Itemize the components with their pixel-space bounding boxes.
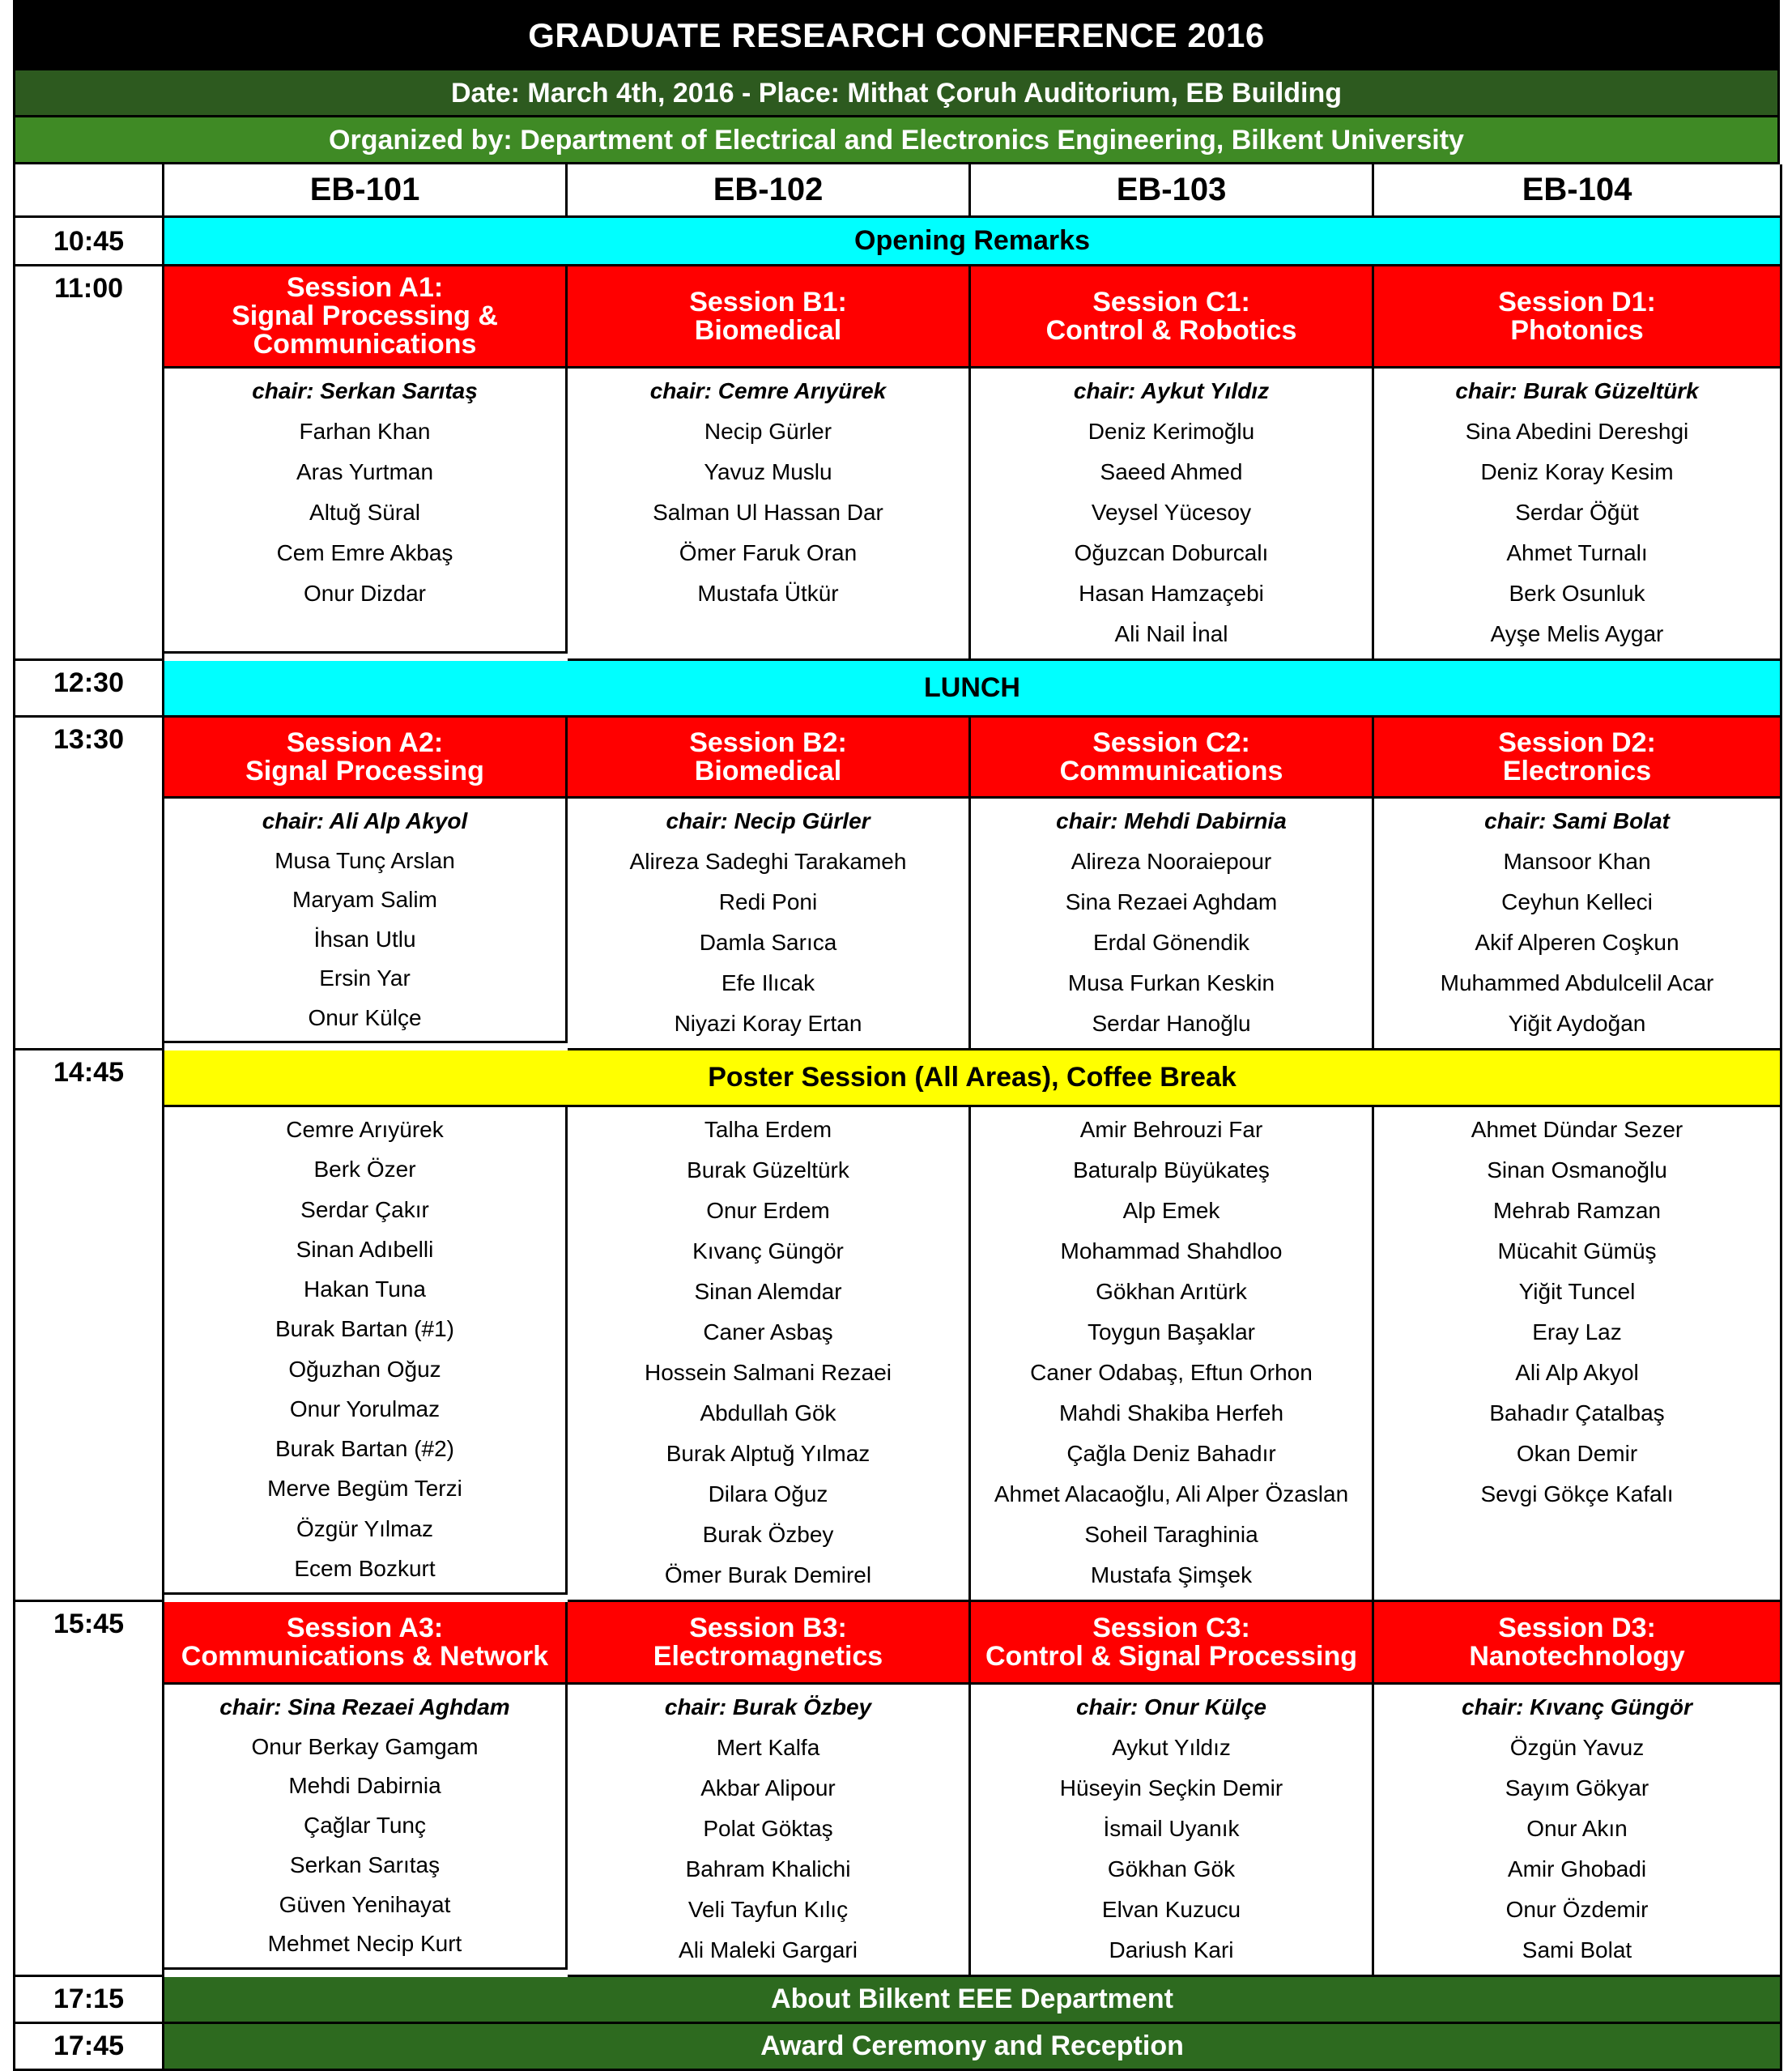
session-topic: Communications	[1059, 755, 1283, 786]
poster-presenter: Berk Özer	[313, 1157, 416, 1183]
poster-presenter: Caner Odabaş, Eftun Orhon	[1030, 1360, 1313, 1385]
session-c2-names	[971, 799, 1374, 1050]
corner-cell	[15, 164, 164, 218]
time-cell: 17:15	[15, 1977, 164, 2024]
poster-presenter: Yiğit Tuncel	[1518, 1279, 1636, 1304]
presenter-name: Altuğ Süral	[309, 500, 420, 525]
session-label: Session A3:	[286, 1612, 444, 1643]
poster-presenter: Sinan Alemdar	[694, 1279, 842, 1304]
poster-presenter: Cemre Arıyürek	[286, 1117, 444, 1142]
session-label: Session A2:	[286, 727, 444, 758]
session-b2-names	[568, 799, 971, 1050]
room-header: EB-102	[568, 164, 971, 218]
session-d3-header	[1374, 1602, 1782, 1685]
presenter-name: Saeed Ahmed	[1100, 459, 1243, 484]
poster-column	[164, 1107, 568, 1595]
session-label: Session C2:	[1092, 727, 1250, 758]
session-d1-names	[1374, 369, 1782, 661]
schedule-table	[13, 162, 1780, 2071]
session-c2-header	[971, 718, 1374, 799]
presenter-name: Akbar Alipour	[700, 1775, 836, 1800]
poster-presenter: Burak Güzeltürk	[687, 1157, 849, 1183]
poster-presenter: Ecem Bozkurt	[294, 1555, 436, 1581]
poster-presenter: Mehrab Ramzan	[1493, 1198, 1661, 1223]
presenter-name: Yavuz Muslu	[704, 459, 832, 484]
presenter-name: Gökhan Gök	[1107, 1856, 1236, 1881]
presenter-name: Serdar Hanoğlu	[1092, 1011, 1251, 1036]
presenter-name: Musa Tunç Arslan	[275, 847, 455, 873]
date-place-banner: Date: March 4th, 2016 - Place: Mithat Çoruh Auditorium, EB Building	[13, 68, 1780, 118]
session-topic: Signal Processing	[245, 755, 484, 786]
presenter-name: Erdal Gönendik	[1092, 930, 1249, 955]
session-label: Session C1:	[1092, 286, 1250, 317]
session-a3-names	[164, 1685, 568, 1970]
presenter-name: Çağlar Tunç	[304, 1813, 426, 1839]
presenter-name: Ömer Faruk Oran	[679, 540, 858, 565]
presenter-name: Onur Dizdar	[304, 581, 426, 606]
poster-presenter: Serdar Çakır	[300, 1196, 429, 1222]
presenter-name: Oğuzcan Doburcalı	[1074, 540, 1269, 565]
session-label: Session D3:	[1498, 1612, 1656, 1643]
session-chair: chair: Burak Özbey	[664, 1694, 872, 1719]
presenter-name: Ahmet Turnalı	[1506, 540, 1648, 565]
poster-presenter: Eray Laz	[1532, 1319, 1622, 1344]
time-cell: 12:30	[15, 661, 164, 718]
room-header: EB-104	[1374, 164, 1782, 218]
presenter-name: Onur Külçe	[308, 1004, 422, 1030]
session-label: Session D2:	[1498, 727, 1656, 758]
presenter-name: Mert Kalfa	[716, 1735, 820, 1760]
poster-presenter: Burak Alptuğ Yılmaz	[666, 1441, 870, 1466]
session-topic: Communications & Network	[181, 1640, 549, 1672]
presenter-name: Berk Osunluk	[1509, 581, 1645, 606]
presenter-name: Necip Gürler	[704, 419, 832, 444]
poster-presenter: Burak Bartan (#1)	[275, 1316, 454, 1342]
session-c3-header	[971, 1602, 1374, 1685]
session-chair: chair: Burak Güzeltürk	[1455, 378, 1699, 403]
award-ceremony: Award Ceremony and Reception	[164, 2024, 1782, 2071]
session-topic: Signal Processing &	[232, 300, 498, 331]
session-a3-header	[164, 1602, 568, 1685]
session-d3-names	[1374, 1685, 1782, 1977]
presenter-name: Ceyhun Kelleci	[1501, 889, 1653, 914]
session-b3-names	[568, 1685, 971, 1977]
lunch-break: LUNCH	[164, 661, 1782, 718]
presenter-name: Deniz Koray Kesim	[1480, 459, 1674, 484]
time-cell: 11:00	[15, 266, 164, 661]
poster-presenter: Sinan Adıbelli	[296, 1236, 434, 1262]
presenter-name: Maryam Salim	[292, 887, 437, 912]
poster-presenter: Onur Yorulmaz	[289, 1396, 441, 1421]
presenter-name: Onur Özdemir	[1505, 1897, 1649, 1922]
presenter-name: Aras Yurtman	[296, 459, 434, 484]
room-header: EB-101	[164, 164, 568, 218]
presenter-name: Serkan Sarıtaş	[289, 1852, 441, 1877]
presenter-name: Cem Emre Akbaş	[276, 540, 453, 565]
presenter-name: Sami Bolat	[1522, 1937, 1632, 1962]
poster-presenter: Merve Begüm Terzi	[267, 1476, 462, 1502]
conference-title: GRADUATE RESEARCH CONFERENCE 2016	[13, 0, 1780, 71]
presenter-name: Salman Ul Hassan Dar	[653, 500, 883, 525]
poster-presenter: Sevgi Gökçe Kafalı	[1480, 1481, 1674, 1506]
presenter-name: Alireza Sadeghi Tarakameh	[629, 849, 907, 874]
session-chair: chair: Serkan Sarıtaş	[252, 378, 478, 403]
session-a1-names	[164, 369, 568, 654]
session-chair: chair: Sami Bolat	[1484, 808, 1670, 833]
poster-presenter: Amir Behrouzi Far	[1079, 1117, 1263, 1142]
presenter-name: Hüseyin Seçkin Demir	[1059, 1775, 1283, 1800]
session-chair: chair: Sina Rezaei Aghdam	[219, 1694, 510, 1719]
presenter-name: Sina Abedini Dereshgi	[1465, 419, 1689, 444]
session-b1-names	[568, 369, 971, 661]
poster-presenter: Ahmet Alacaoğlu, Ali Alper Özaslan	[994, 1481, 1349, 1506]
poster-presenter: Okan Demir	[1516, 1441, 1638, 1466]
poster-column	[568, 1107, 971, 1602]
poster-presenter: Mustafa Şimşek	[1090, 1562, 1253, 1587]
presenter-name: Mansoor Khan	[1503, 849, 1651, 874]
poster-column	[971, 1107, 1374, 1602]
presenter-name: İhsan Utlu	[313, 926, 416, 952]
time-cell: 14:45	[15, 1050, 164, 1602]
presenter-name: Redi Poni	[718, 889, 818, 914]
session-label: Session B2:	[689, 727, 847, 758]
poster-presenter: Özgür Yılmaz	[296, 1515, 434, 1541]
poster-presenter: Mohammad Shahdloo	[1060, 1238, 1283, 1263]
presenter-name: Bahram Khalichi	[685, 1856, 851, 1881]
presenter-name: Efe Ilıcak	[721, 970, 815, 995]
opening-remarks: Opening Remarks	[164, 218, 1782, 266]
presenter-name: İsmail Uyanık	[1103, 1816, 1240, 1841]
session-d2-header	[1374, 718, 1782, 799]
session-chair: chair: Aykut Yıldız	[1073, 378, 1270, 403]
poster-presenter: Baturalp Büyükateş	[1073, 1157, 1270, 1183]
session-b1-header	[568, 266, 971, 369]
session-label: Session B1:	[689, 286, 847, 317]
session-chair: chair: Onur Külçe	[1076, 1694, 1266, 1719]
session-chair: chair: Necip Gürler	[666, 808, 870, 833]
poster-presenter: Burak Özbey	[702, 1522, 834, 1547]
room-header: EB-103	[971, 164, 1374, 218]
poster-presenter: Onur Erdem	[706, 1198, 830, 1223]
presenter-name: Onur Akın	[1526, 1816, 1628, 1841]
time-cell: 13:30	[15, 718, 164, 1050]
session-c1-header	[971, 266, 1374, 369]
poster-presenter: Ahmet Dündar Sezer	[1471, 1117, 1683, 1142]
presenter-name: Muhammed Abdulcelil Acar	[1440, 970, 1714, 995]
poster-presenter: Gökhan Arıtürk	[1096, 1279, 1247, 1304]
poster-presenter: Hossein Salmani Rezaei	[644, 1360, 892, 1385]
presenter-name: Serdar Öğüt	[1515, 500, 1639, 525]
session-b2-header	[568, 718, 971, 799]
presenter-name: Dariush Kari	[1109, 1937, 1234, 1962]
session-label: Session D1:	[1498, 286, 1656, 317]
session-d1-header	[1374, 266, 1782, 369]
poster-presenter: Ömer Burak Demirel	[664, 1562, 872, 1587]
poster-session-banner: Poster Session (All Areas), Coffee Break	[164, 1050, 1782, 1107]
session-d2-names	[1374, 799, 1782, 1050]
session-topic: Communications	[253, 329, 477, 360]
poster-presenter: Abdullah Gök	[700, 1400, 836, 1425]
time-cell: 17:45	[15, 2024, 164, 2071]
session-label: Session A1:	[286, 272, 444, 303]
presenter-name: Özgün Yavuz	[1509, 1735, 1645, 1760]
session-b3-header	[568, 1602, 971, 1685]
session-a1-header	[164, 266, 568, 369]
time-cell: 15:45	[15, 1602, 164, 1977]
session-topic: Biomedical	[694, 755, 842, 786]
poster-presenter: Kıvanç Güngör	[692, 1238, 844, 1263]
session-a2-header	[164, 718, 568, 799]
poster-presenter: Mahdi Shakiba Herfeh	[1058, 1400, 1284, 1425]
session-chair: chair: Cemre Arıyürek	[649, 378, 887, 403]
presenter-name: Alireza Nooraiepour	[1071, 849, 1272, 874]
presenter-name: Ayşe Melis Aygar	[1490, 621, 1664, 646]
presenter-name: Veli Tayfun Kılıç	[687, 1897, 849, 1922]
presenter-name: Onur Berkay Gamgam	[251, 1733, 479, 1759]
session-topic: Biomedical	[694, 314, 842, 346]
poster-presenter: Çağla Deniz Bahadır	[1066, 1441, 1276, 1466]
session-label: Session B3:	[689, 1612, 847, 1643]
presenter-name: Hasan Hamzaçebi	[1079, 581, 1264, 606]
session-topic: Nanotechnology	[1469, 1640, 1685, 1672]
presenter-name: Deniz Kerimoğlu	[1088, 419, 1255, 444]
presenter-name: Musa Furkan Keskin	[1067, 970, 1275, 995]
presenter-name: Amir Ghobadi	[1507, 1856, 1647, 1881]
session-chair: chair: Mehdi Dabirnia	[1056, 808, 1287, 833]
presenter-name: Mehdi Dabirnia	[288, 1773, 441, 1799]
presenter-name: Mustafa Ütkür	[697, 581, 839, 606]
session-topic: Control & Robotics	[1045, 314, 1297, 346]
poster-presenter: Oğuzhan Oğuz	[288, 1356, 441, 1382]
poster-presenter: Mücahit Gümüş	[1497, 1238, 1657, 1263]
presenter-name: Sina Rezaei Aghdam	[1065, 889, 1278, 914]
session-topic: Control & Signal Processing	[985, 1640, 1358, 1672]
session-chair: chair: Ali Alp Akyol	[262, 808, 468, 833]
presenter-name: Mehmet Necip Kurt	[267, 1931, 462, 1957]
organizer-banner: Organized by: Department of Electrical and Electronics Engineering, Bilkent University	[13, 115, 1780, 165]
session-topic: Electronics	[1502, 755, 1652, 786]
presenter-name: Sayım Gökyar	[1505, 1775, 1649, 1800]
session-topic: Photonics	[1510, 314, 1644, 346]
poster-presenter: Ali Alp Akyol	[1515, 1360, 1639, 1385]
presenter-name: Elvan Kuzucu	[1101, 1897, 1241, 1922]
session-a2-names	[164, 799, 568, 1043]
presenter-name: Veysel Yücesoy	[1091, 500, 1252, 525]
presenter-name: Ali Nail İnal	[1114, 621, 1228, 646]
presenter-name: Polat Göktaş	[703, 1816, 833, 1841]
presenter-name: Aykut Yıldız	[1112, 1735, 1231, 1760]
presenter-name: Farhan Khan	[299, 419, 431, 444]
poster-presenter: Burak Bartan (#2)	[275, 1436, 454, 1461]
poster-presenter: Sinan Osmanoğlu	[1487, 1157, 1667, 1183]
presenter-name: Damla Sarıca	[699, 930, 837, 955]
presenter-name: Ersin Yar	[319, 965, 411, 991]
poster-presenter: Alp Emek	[1122, 1198, 1220, 1223]
poster-presenter: Dilara Oğuz	[708, 1481, 828, 1506]
time-cell: 10:45	[15, 218, 164, 266]
session-topic: Electromagnetics	[653, 1640, 883, 1672]
session-c1-names	[971, 369, 1374, 661]
session-chair: chair: Kıvanç Güngör	[1462, 1694, 1692, 1719]
poster-presenter: Soheil Taraghinia	[1084, 1522, 1258, 1547]
poster-column	[1374, 1107, 1782, 1602]
poster-presenter: Hakan Tuna	[304, 1276, 426, 1302]
presenter-name: Ali Maleki Gargari	[679, 1937, 858, 1962]
presenter-name: Niyazi Koray Ertan	[674, 1011, 862, 1036]
presenter-name: Akif Alperen Coşkun	[1475, 930, 1679, 955]
session-label: Session C3:	[1092, 1612, 1250, 1643]
poster-presenter: Bahadır Çatalbaş	[1489, 1400, 1665, 1425]
session-c3-names	[971, 1685, 1374, 1977]
about-department: About Bilkent EEE Department	[164, 1977, 1782, 2024]
presenter-name: Güven Yenihayat	[279, 1891, 451, 1917]
poster-presenter: Caner Asbaş	[703, 1319, 833, 1344]
presenter-name: Yiğit Aydoğan	[1508, 1011, 1646, 1036]
poster-presenter: Talha Erdem	[704, 1117, 832, 1142]
poster-presenter: Toygun Başaklar	[1087, 1319, 1255, 1344]
